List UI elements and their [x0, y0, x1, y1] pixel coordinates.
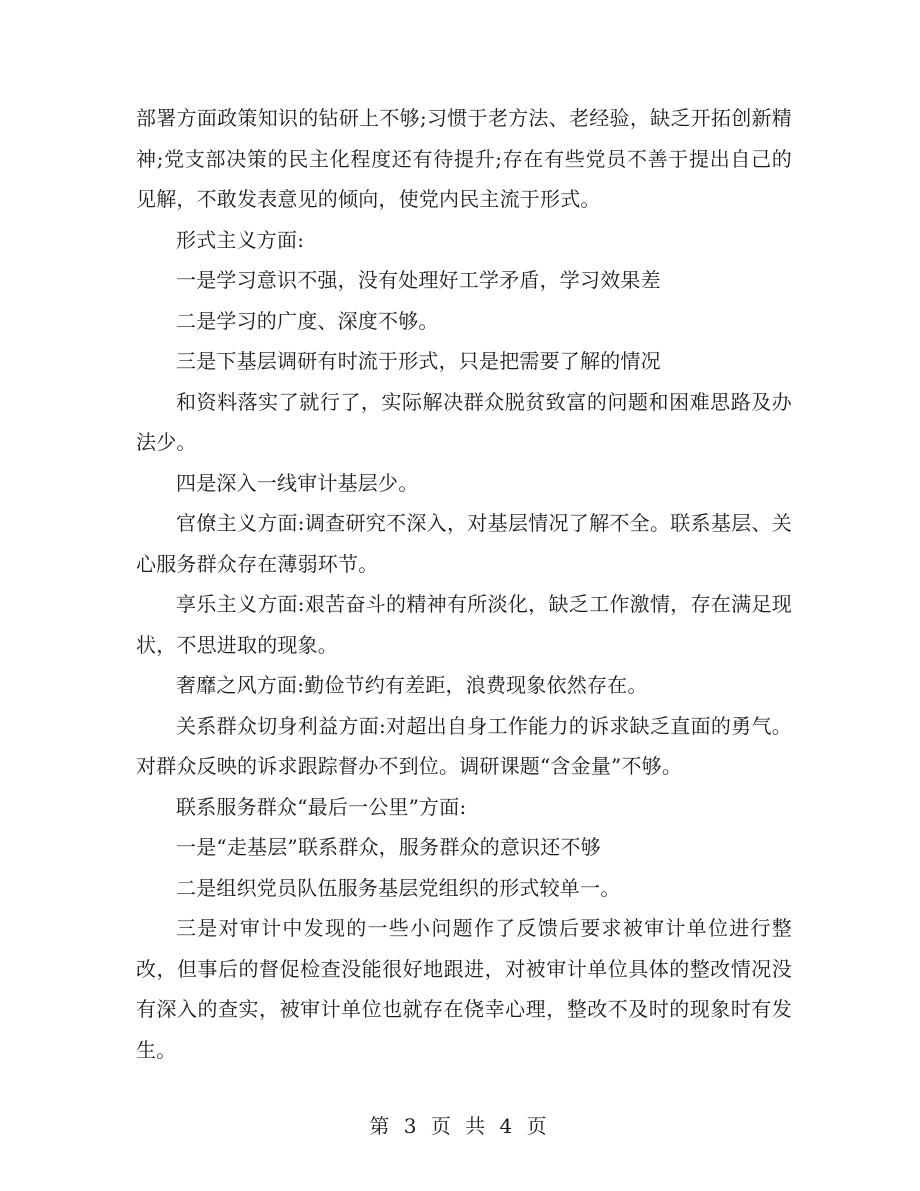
paragraph-11: 关系群众切身利益方面:对超出自身工作能力的诉求缺乏直面的勇气。对群众反映的诉求跟踪督办不到位。调研课题“含金量”不够。 — [136, 713, 792, 778]
paragraph-8: 官僚主义方面:调查研究不深入，对基层情况了解不全。联系基层、关心服务群众存在薄弱环节。 — [136, 511, 792, 576]
paragraph-7: 四是深入一线审计基层少。 — [176, 470, 419, 495]
paragraph-14: 二是组织党员队伍服务基层党组织的形式较单一。 — [176, 875, 621, 900]
paragraph-3: 一是学习意识不强，没有处理好工学矛盾，学习效果差 — [176, 268, 661, 292]
paragraph-15: 三是对审计中发现的一些小问题作了反馈后要求被审计单位进行整改，但事后的督促检查没能很好地跟进，对被审计单位具体的整改情况没有深入的查实，被审计单位也就存在侥幸心理，整改不及时的现象时有发生。 — [136, 916, 792, 1062]
paragraph-5: 三是下基层调研有时流于形式，只是把需要了解的情况 — [176, 349, 661, 373]
document-body — [136, 98, 792, 1070]
paragraph-1: 部署方面政策知识的钻研上不够;习惯于老方法、老经验，缺乏开拓创新精神;党支部决策的民主化程度还有待提升;存在有些党员不善于提出自己的见解，不敢发表意见的倾向，使党内民主流于形式。 — [136, 106, 792, 211]
paragraph-4: 二是学习的广度、深度不够。 — [176, 308, 439, 333]
paragraph-10: 奢靡之风方面:勤俭节约有差距，浪费现象依然存在。 — [176, 673, 648, 697]
page-number-footer: 第 3 页 共 4 页 — [369, 1114, 551, 1138]
paragraph-6: 和资料落实了就行了，实际解决群众脱贫致富的问题和困难思路及办法少。 — [136, 389, 792, 454]
paragraph-12: 联系服务群众“最后一公里”方面: — [176, 794, 467, 819]
paragraph-9: 享乐主义方面:艰苦奋斗的精神有所淡化，缺乏工作激情，存在满足现状，不思进取的现象。 — [136, 592, 792, 657]
paragraph-2: 形式主义方面: — [176, 227, 305, 252]
paragraph-13: 一是“走基层”联系群众，服务群众的意识还不够 — [176, 835, 601, 859]
